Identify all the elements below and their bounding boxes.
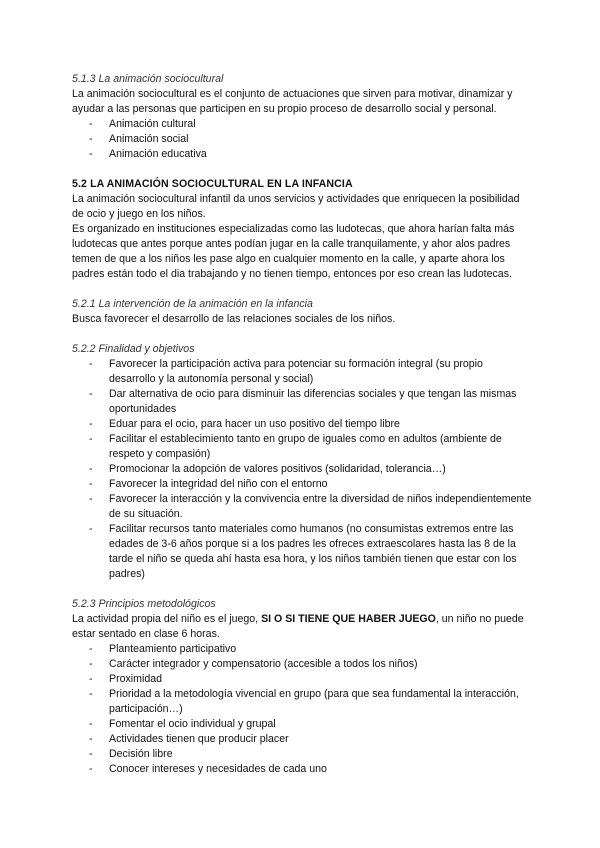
section-5-2-paragraph-1: La animación sociocultural infantil da unos servicios y actividades que enriquecen la posibilidad de ocio y juego en los niños. (72, 193, 520, 220)
section-5-2-1-text: Busca favorecer el desarrollo de las relaciones sociales de los niños. (72, 313, 396, 325)
list-item: - Conocer intereses y necesidades de cada uno (72, 762, 532, 777)
section-5-2-3-text-end: , un niño no puede estar sentado en clase 6 horas. (72, 613, 524, 640)
section-5-2-3-list (72, 642, 532, 777)
section-5-1-3-text: La animación sociocultural es el conjunto de actuaciones que sirven para motivar, dinamizar y ayudar a las personas que participen en su propio proceso de desarrollo social y personal. (72, 88, 513, 115)
list-item: - Eduar para el ocio, para hacer un uso positivo del tiempo libre (72, 417, 532, 432)
section-5-2-3-emphasis: SI O SI TIENE QUE HABER JUEGO (261, 613, 436, 625)
section-5-2-3-text-start: La actividad propia del niño es el juego, (72, 613, 262, 625)
section-5-2-2-title: 5.2.2 Finalidad y objetivos (72, 343, 195, 355)
list-item: - Fomentar el ocio individual y grupal (72, 717, 532, 732)
section-5-2-paragraph-2: Es organizado en instituciones especializadas como las ludotecas, que ahora harían falta más ludotecas que antes porque antes podían jugar en la calle tranquilamente, y ahor alos padres temen de que a los niños les pase algo en cualquier momento en la calle, y aparte ahora los padres están todo el dia trabajando y no tienen tiempo, entonces por eso crean las ludotecas. (72, 223, 515, 280)
list-item: - Favorecer la integridad del niño con el entorno (72, 477, 532, 492)
list-item: - Facilitar recursos tanto materiales como humanos (no consumistas extremos entre las edades de 3-6 años porque si a los padres les ofreces extraescolares hasta las 8 de la tarde el niño se queda ahí hasta esa hora, y los niños también tienen que estar con los padres) (72, 522, 532, 582)
section-5-2-3-title: 5.2.3 Principios metodológicos (72, 598, 216, 610)
section-5-1-3-title: 5.1.3 La animación sociocultural (72, 73, 224, 85)
list-item: - Favorecer la participación activa para potenciar su formación integral (su propio desarrollo y la autonomía personal y social) (72, 357, 532, 387)
list-item: - Actividades tienen que producir placer (72, 732, 532, 747)
list-item: - Proximidad (72, 672, 532, 687)
list-item: - Promocionar la adopción de valores positivos (solidaridad, tolerancia…) (72, 462, 532, 477)
list-item: - Dar alternativa de ocio para disminuir las diferencias sociales y que tengan las mismas oportunidades (72, 387, 532, 417)
list-item: - Animación educativa (72, 147, 532, 162)
list-item: - Favorecer la interacción y la convivencia entre la diversidad de niños independientemente de su situación. (72, 492, 532, 522)
list-item: - Animación social (72, 132, 532, 147)
section-5-2-2-list (72, 357, 532, 582)
list-item: - Decisión libre (72, 747, 532, 762)
list-item: - Prioridad a la metodología vivencial en grupo (para que sea fundamental la interacción, participación…) (72, 687, 532, 717)
section-5-1-3-list (72, 117, 532, 162)
list-item: - Carácter integrador y compensatorio (accesible a todos los niños) (72, 657, 532, 672)
document-page (72, 72, 532, 777)
section-5-2-1-title: 5.2.1 La intervención de la animación en la infancia (72, 298, 313, 310)
list-item: - Planteamiento participativo (72, 642, 532, 657)
section-5-2-3-text (72, 612, 532, 642)
section-5-2-heading: 5.2 LA ANIMACIÓN SOCIOCULTURAL EN LA INFANCIA (72, 178, 353, 190)
list-item: - Facilitar el establecimiento tanto en grupo de iguales como en adultos (ambiente de respeto y compasión) (72, 432, 532, 462)
list-item: - Animación cultural (72, 117, 532, 132)
